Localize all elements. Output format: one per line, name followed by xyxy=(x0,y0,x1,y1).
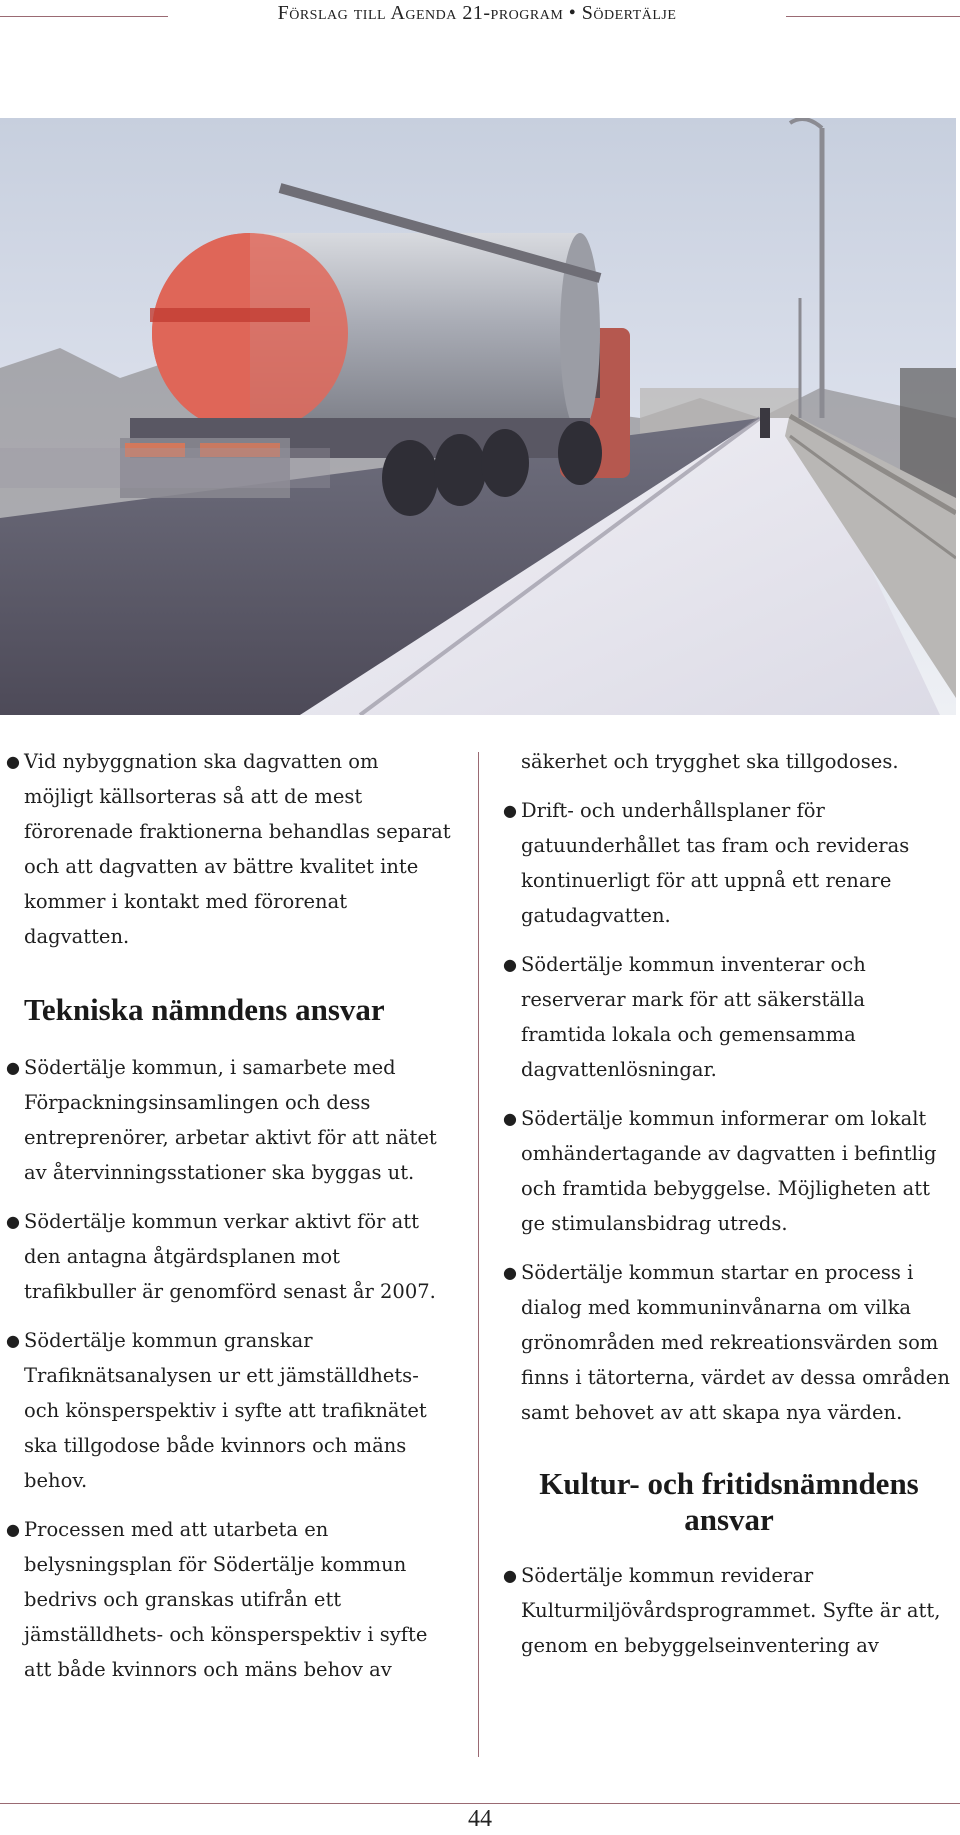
list-item xyxy=(503,1558,955,1663)
continued-text: säkerhet och trygghet ska tillgodoses. xyxy=(521,750,899,773)
list-item xyxy=(503,1255,955,1430)
list-item xyxy=(6,1204,453,1309)
bullet-icon: ● xyxy=(503,1566,517,1585)
bullet-icon: ● xyxy=(503,955,517,974)
bullet-icon: ● xyxy=(6,1331,20,1350)
bullet-text: Södertälje kommun startar en process i dialog med kommuninvånarna om vilka grönområden med rekreationsvärden som finns i tätorterna, värdet av dessa områden samt behovet av att skapa nya värden. xyxy=(521,1261,950,1424)
page-number: 44 xyxy=(468,1806,492,1832)
bullet-icon: ● xyxy=(6,1520,20,1539)
list-item xyxy=(6,744,453,954)
bullet-text: Södertälje kommun, i samarbete med Förpackningsinsamlingen och dess entreprenörer, arbetar aktivt för att nätet av återvinningsstationer ska byggas ut. xyxy=(24,1056,437,1184)
header-rule-right xyxy=(786,16,960,17)
bullet-text: Processen med att utarbeta en belysningsplan för Södertälje kommun bedrivs och granskas utifrån ett jämställdhets- och könsperspektiv i syfte att både kvinnors och mäns behov av xyxy=(24,1518,428,1681)
column-divider xyxy=(478,752,479,1757)
section-heading: Tekniska nämndens ansvar xyxy=(24,992,385,1027)
bullet-icon: ● xyxy=(503,1263,517,1282)
bullet-icon: ● xyxy=(503,1109,517,1128)
bullet-icon: ● xyxy=(503,801,517,820)
list-item xyxy=(6,1512,453,1687)
list-item xyxy=(503,947,955,1087)
bullet-text: Vid nybyggnation ska dagvatten om möjligt källsorteras så att de mest förorenade fraktionerna behandlas separat och att dagvatten av bättre kvalitet inte kommer i kontakt med förorenat dagvatten. xyxy=(24,750,451,948)
bullet-text: Drift- och underhållsplaner för gatuunderhållet tas fram och revideras kontinuerligt för att uppnå ett renare gatudagvatten. xyxy=(521,799,910,927)
bullet-icon: ● xyxy=(6,752,20,771)
list-item xyxy=(503,1101,955,1241)
list-item xyxy=(503,793,955,933)
bullet-text: Södertälje kommun verkar aktivt för att den antagna åtgärdsplanen mot trafikbuller är genomförd senast år 2007. xyxy=(24,1210,436,1303)
header-rule-left xyxy=(0,16,168,17)
header-title: Förslag till Agenda 21-program • Södertälje xyxy=(277,2,677,24)
right-column xyxy=(503,744,955,1677)
left-column xyxy=(6,744,453,1701)
bullet-icon: ● xyxy=(6,1058,20,1077)
bullet-text: Södertälje kommun inventerar och reserverar mark för att säkerställa framtida lokala och gemensamma dagvattenlösningar. xyxy=(521,953,866,1081)
list-item xyxy=(6,1323,453,1498)
footer-rule xyxy=(0,1803,960,1804)
running-header xyxy=(0,0,960,30)
bullet-text: Södertälje kommun granskar Trafiknätsanalysen ur ett jämställdhets- och könsperspektiv i syfte att trafiknätet ska tillgodose både kvinnors och mäns behov. xyxy=(24,1329,427,1492)
list-item xyxy=(6,1050,453,1190)
section-heading: Kultur- och fritidsnämndens ansvar xyxy=(539,1466,919,1537)
tanker-truck-photo xyxy=(0,118,956,715)
bullet-text: Södertälje kommun informerar om lokalt omhändertagande av dagvatten i befintlig och framtida bebyggelse. Möjligheten att ge stimulansbidrag utreds. xyxy=(521,1107,937,1235)
bullet-icon: ● xyxy=(6,1212,20,1231)
bullet-text: Södertälje kommun reviderar Kulturmiljövårdsprogrammet. Syfte är att, genom en bebyggelseinventering av xyxy=(521,1564,941,1657)
